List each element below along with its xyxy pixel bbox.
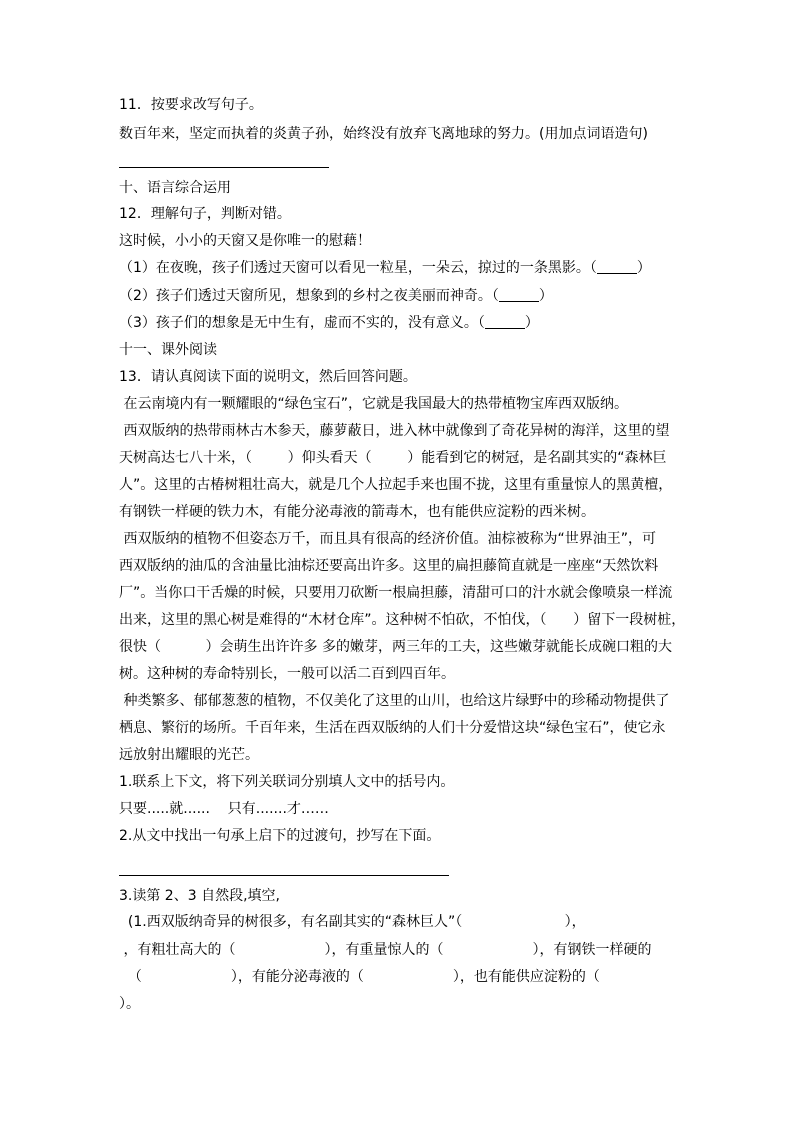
q12-title: 12．理解句子，判断对错。 bbox=[119, 206, 291, 222]
q13-sub3-line: （ ），有能分泌毒液的（ ），也有能供应淀粉的（ bbox=[119, 969, 600, 985]
q12-item-1: （1）在夜晚，孩子们透过天窗可以看见一粒星，一朵云，掠过的一条黑影。（ ） bbox=[119, 260, 651, 276]
passage-line: 栖息、繁衍的场所。千百年来，生活在西双版纳的人们十分爱惜这块“绿色宝石”，使它永 bbox=[119, 720, 666, 736]
section11-title: 十一、课外阅读 bbox=[119, 342, 217, 358]
passage-line: 树。这种树的寿命特别长，一般可以活二百到四百年。 bbox=[119, 666, 455, 682]
passage-line: 西双版纳的油瓜的含油量比油棕还要高出许多。这里的扁担藤简直就是一座座“天然饮料 bbox=[119, 558, 659, 574]
q13-sub3-line: ，有粗壮高大的（ ），有重量惊人的（ ），有钢铁一样硬的 bbox=[119, 942, 652, 958]
q13-sub3-line: ）。 bbox=[119, 996, 140, 1012]
q13-sub1-words: 只要.....就...... 只有.......才…… bbox=[119, 801, 329, 817]
q12-blank-3[interactable] bbox=[485, 314, 525, 329]
passage-line: 人”。这里的古椿树粗壮高大，就是几个人拉起手来也围不拢，这里有重量惊人的黑黄檀， bbox=[119, 477, 673, 493]
q12-blank-1[interactable] bbox=[597, 259, 637, 274]
q12-blank-2[interactable] bbox=[499, 287, 539, 302]
q12-item-2: （2）孩子们透过天窗所见，想象到的乡村之夜美丽而神奇。（ ） bbox=[119, 288, 553, 304]
q11-title: 11．按要求改写句子。 bbox=[119, 97, 263, 113]
q13-sub3: 3.读第 2、3 自然段,填空, bbox=[119, 888, 280, 904]
passage-line: 西双版纳的热带雨林古木参天，藤萝蔽日，进入林中就像到了奇花异树的海洋，这里的望 bbox=[119, 423, 670, 439]
passage-line: 在云南境内有一颗耀眼的“绿色宝石”，它就是我国最大的热带植物宝库西双版纳。 bbox=[119, 396, 628, 412]
q11-answer-line[interactable] bbox=[119, 167, 329, 168]
passage-line: 厂”。当你口干舌燥的时候，只要用刀砍断一根扁担藤，清甜可口的汁水就会像喷泉一样流 bbox=[119, 585, 673, 601]
passage-line: 出来，这里的黑心树是难得的“木材仓库”。这种树不怕砍，不怕伐，（ ）留下一段树桩， bbox=[119, 612, 686, 628]
passage-line: 西双版纳的植物不但姿态万千，而且具有很高的经济价值。油棕被称为“世界油王”，可 bbox=[119, 531, 656, 547]
q12-quote: 这时候，小小的天窗又是你唯一的慰藉！ bbox=[119, 233, 371, 249]
q13-sub1: 1.联系上下文，将下列关联词分别填人文中的括号内。 bbox=[119, 774, 455, 790]
passage-line: 很快（ ）会萌生出许许多 多的嫩芽，两三年的工夫，这些嫩芽就能长成碗口粗的大 bbox=[119, 639, 672, 655]
passage-line: 种类繁多、郁郁葱葱的植物，不仅美化了这里的山川，也给这片绿野中的珍稀动物提供了 bbox=[119, 693, 670, 709]
q13-sub2: 2.从文中找出一句承上启下的过渡句，抄写在下面。 bbox=[119, 828, 441, 844]
passage-line: 远放射出耀眼的光芒。 bbox=[119, 747, 259, 763]
passage-line: 有钢铁一样硬的铁力木，有能分泌毒液的箭毒木，也有能供应淀粉的西米树。 bbox=[119, 504, 595, 520]
q13-sub2-answer-line[interactable] bbox=[119, 875, 449, 876]
q11-sentence: 数百年来，坚定而执着的炎黄子孙，始终没有放弃飞离地球的努力。(用加点词语造句) bbox=[119, 126, 648, 142]
q13-sub3-line: (1.西双版纳奇异的树很多，有名副其实的“森林巨人”（ ）， bbox=[119, 914, 586, 930]
q13-title: 13．请认真阅读下面的说明文，然后回答问题。 bbox=[119, 369, 417, 385]
passage-line: 天树高达七八十米，（ ）仰头看天（ ）能看到它的树冠，是名副其实的“森林巨 bbox=[119, 450, 667, 466]
q12-item-3: （3）孩子们的想象是无中生有，虚而不实的，没有意义。（ ） bbox=[119, 315, 539, 331]
section10-title: 十、语言综合运用 bbox=[119, 180, 231, 196]
